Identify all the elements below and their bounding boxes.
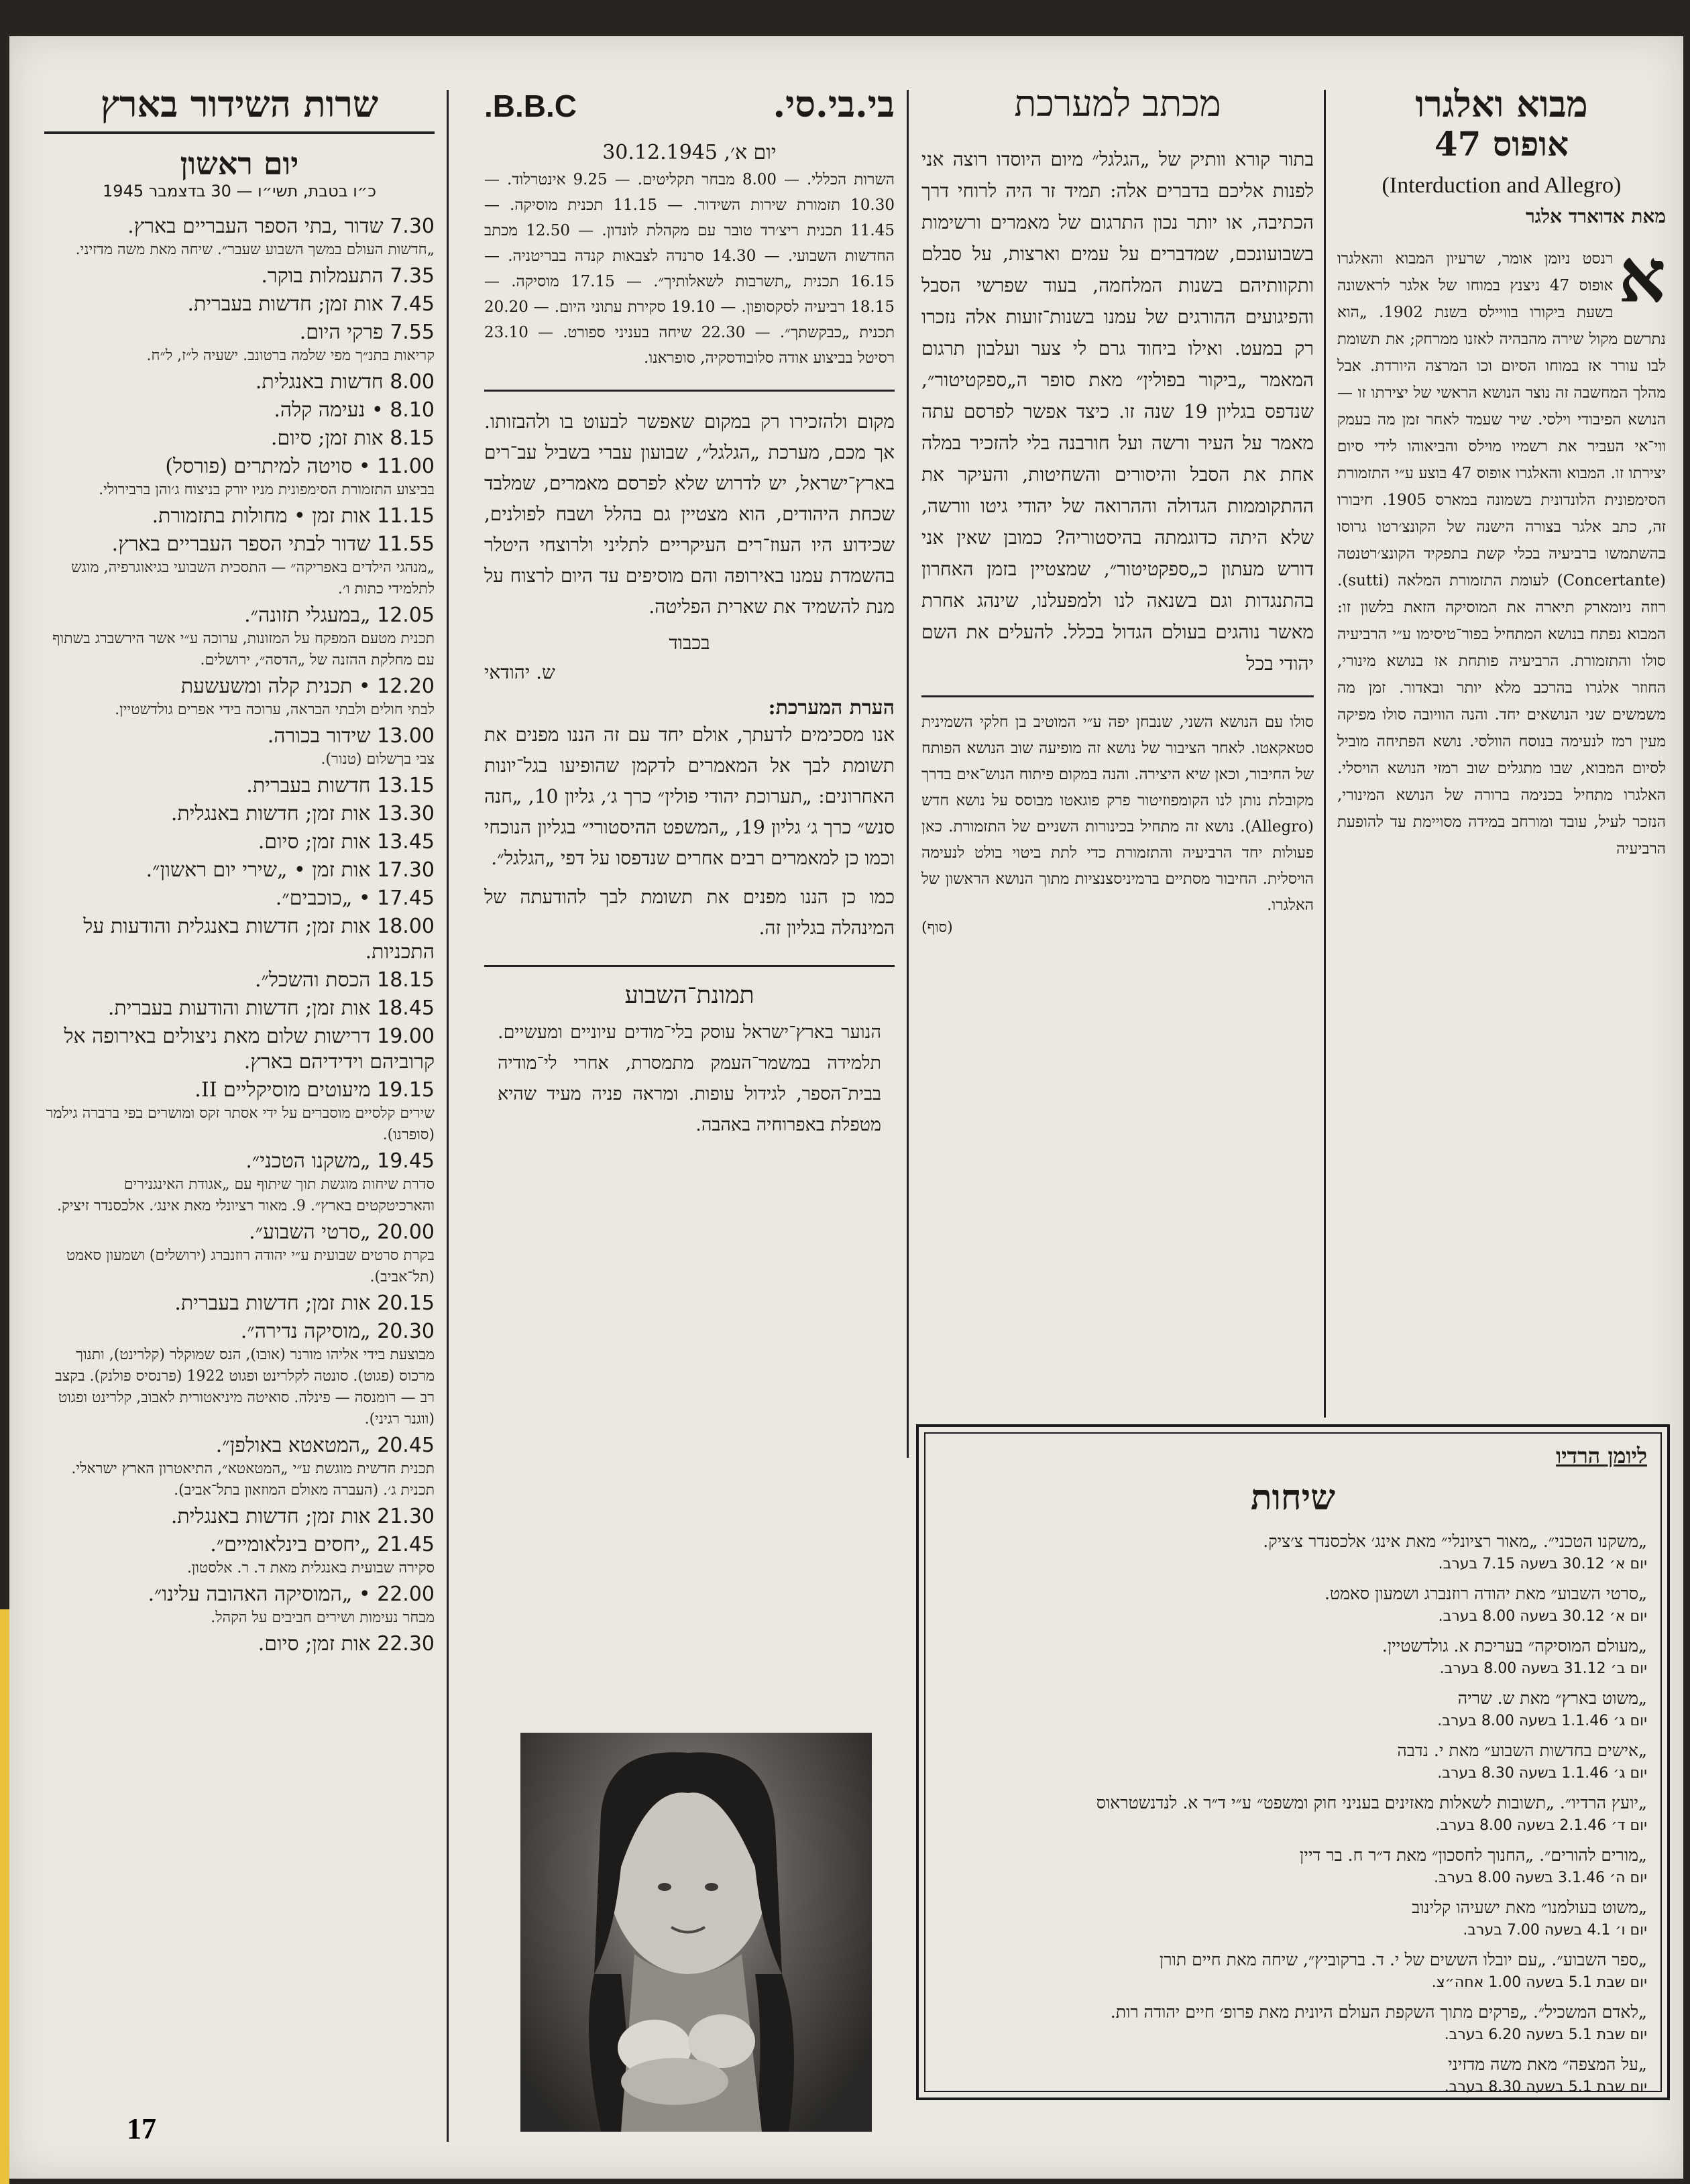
talk-time: יום א׳ 30.12 בשעה 8.00 בערב. — [1438, 1607, 1647, 1625]
photo-rule — [484, 965, 895, 967]
schedule-item — [44, 968, 435, 993]
schedule-title: „משקנו הטכני״. — [245, 1149, 371, 1173]
schedule-time: 20.15 — [377, 1291, 435, 1315]
schedule-item — [44, 504, 435, 529]
schedule-title: אות זמן; סיום. — [258, 829, 371, 854]
schedule-time: 17.45 — [377, 886, 435, 910]
schedule-title: „סרטי השבוע״. — [249, 1220, 371, 1244]
schedule-time: 12.20 — [377, 674, 435, 698]
talk-item — [939, 1792, 1647, 1837]
schedule-item — [44, 532, 435, 600]
end-mark: (סוף) — [921, 919, 953, 937]
schedule-description: תכנית חדשית מוגשת ע״י „המטאטא״, התיאטרון הארץ ישראלי. תכנית ג׳. (העברה מאולם המוזאון בתל־אביב). — [71, 1460, 435, 1499]
schedule-time: 19.15 — [377, 1078, 435, 1102]
schedule-title: • „כוכבים״. — [275, 886, 371, 910]
photo-girl-with-chicks — [520, 1733, 872, 2132]
schedule-time: 7.30 — [390, 214, 435, 238]
schedule-time: 22.30 — [377, 1631, 435, 1656]
radio-diary-content — [939, 1443, 1647, 2106]
column-divider-3 — [1324, 90, 1326, 1418]
photo-of-week-title: תמונת־השבוע — [624, 982, 754, 1010]
talk-title: „לאדם המשכיל״. „פרקים מתוך השקפת העולם היונית מאת פרופ׳ חיים יהודה רות. — [1110, 2002, 1647, 2022]
schedule-item — [44, 214, 435, 261]
schedule-item — [44, 674, 435, 721]
schedule-time: 21.45 — [377, 1532, 435, 1556]
schedule-item — [44, 1631, 435, 1657]
schedule-time: 8.00 — [390, 369, 435, 394]
schedule-time: 17.30 — [377, 858, 435, 882]
schedule-time: 13.00 — [377, 724, 435, 748]
bbc-column — [484, 83, 895, 1141]
schedule-title: „יחסים בינלאומיים״. — [210, 1532, 371, 1556]
talks-list — [939, 1530, 1647, 2099]
magazine-page — [9, 36, 1683, 2179]
article-title-line2: אופוס 47 — [1434, 124, 1569, 164]
drop-cap: א — [1618, 232, 1666, 319]
schedule-time: 7.45 — [390, 292, 435, 316]
schedule-item — [44, 801, 435, 827]
page-number: 17 — [127, 2112, 156, 2145]
header-rule — [44, 131, 435, 134]
schedule-description: תכנית מטעם המפקח על המזונות, ערוכה ע״י אשר הירשברג בשתוף עם מחלקת ההזנה של „הדסה״, ירושלים. — [52, 630, 435, 669]
schedule-item — [44, 914, 435, 965]
day-title: יום ראשון — [180, 146, 299, 182]
schedule-description: מבוצעת בידי אליהו מורנר (אובו), הנס שמוקלר (קלרינט), ותנוך מרכוס (פגוט). סונטה לקלרינט ופגוט 1922 (פרנסיס פולנק). בקצב רב — רומנסה — פינלה. סואיטה מיניאטורית לאבוב, קלרינט ופגוט (ווגנר רגיני). — [55, 1346, 435, 1428]
schedule-item — [44, 1433, 435, 1501]
schedule-description: שירים קלסיים מוסברים על ידי אסתר זקס ומושרים בפי ברברה גילמר (סופרנו). — [46, 1104, 435, 1143]
schedule-title: אות זמן; סיום. — [270, 426, 384, 450]
schedule-title: פרקי היום. — [299, 320, 384, 344]
schedule-title: אות זמן; חדשות באנגלית. — [170, 1504, 371, 1528]
talk-time: יום שבת 5.1 בשעה 6.20 בערב. — [1444, 2026, 1647, 2043]
talk-item — [939, 1583, 1647, 1628]
talk-item — [939, 1530, 1647, 1576]
schedule-title: אות זמן; חדשות באנגלית. — [170, 801, 371, 825]
schedule-title: חדשות באנגלית. — [255, 369, 384, 394]
article-body — [1337, 232, 1667, 862]
schedule-description: קריאות בתנ״ך מפי שלמה ברטונב. ישעיה ל״ז, ל״ח. — [146, 347, 435, 364]
talk-item — [939, 1949, 1647, 1994]
schedule-time: 8.10 — [390, 398, 435, 422]
talk-time: יום ה׳ 3.1.46 בשעה 8.00 בערב. — [1433, 1869, 1647, 1886]
schedule-time: 18.45 — [377, 996, 435, 1020]
talk-title: „מעולם המוסיקה״ בעריכת א. גולדשטיין. — [1382, 1635, 1647, 1656]
schedule-title: • „המוסיקה האהובה עלינו״. — [148, 1582, 371, 1606]
radio-schedule-list — [44, 214, 435, 1657]
schedule-item — [44, 996, 435, 1021]
schedule-time: 22.00 — [377, 1582, 435, 1606]
schedule-description: צבי בךשלום (טנור). — [321, 750, 435, 768]
schedule-time: 7.55 — [390, 320, 435, 344]
schedule-time: 13.45 — [377, 829, 435, 854]
schedule-title: אות זמן • מחולות בתזמורת. — [152, 504, 371, 528]
schedule-item — [44, 1220, 435, 1288]
talk-title: „משוט בארץ״ מאת ש. שריה — [1457, 1688, 1647, 1708]
bbc-date: יום א׳, 30.12.1945 — [602, 141, 777, 165]
bbc-schedule-text: השרות הכללי. — 8.00 מבחר תקליטים. — 9.25 אינטרלוד. — 10.30 תזמורת שירות השידור. — 11.15 תכנית מוסיקה. — 11.45 תכנית ריצ׳רד טובר עם מקהלת לונדון. — 12.50 מכתב החדשות השבועי. — 14.30 סרנדה לצבאות קנדה בבריטניה. — 16.15 תכנית „תשרבות לשאלותיך״. — 17.15 מוסיקה. — 18.15 רביעיה לסקסופון. — 19.10 סקירת עתוני היום. — 20.20 תכנית „כבקשתך״. — 22.30 שיחה בעניני ספורט. — 23.10 רסיטל בביצוע אודה סלובודסקיה, סופראנו. — [484, 171, 895, 367]
talk-time: יום א׳ 30.12 בשעה 7.15 בערב. — [1438, 1555, 1647, 1572]
letter-rule — [921, 695, 1314, 697]
schedule-time: 8.15 — [390, 426, 435, 450]
schedule-time: 11.00 — [377, 454, 435, 478]
schedule-item — [44, 829, 435, 855]
music-article-column — [1337, 83, 1666, 862]
talk-title: „אישים בחדשות השבוע״ מאת י. נדבה — [1397, 1740, 1647, 1760]
letter-column — [921, 83, 1314, 936]
letter-header: מכתב למערכת — [1014, 82, 1221, 125]
schedule-item — [44, 1291, 435, 1316]
schedule-time: 12.05 — [377, 603, 435, 627]
letter-sign-off: בכבוד — [669, 632, 710, 654]
talk-time: יום שבת 5.1 בשעה 1.00 אחה״צ. — [1431, 1973, 1647, 1991]
schedule-item — [44, 292, 435, 317]
editor-note-text: אנו מסכימים לדעתך, אולם יחד עם זה הננו מפנים את תשומת לבך אל המאמרים לדקמן שהופיעו בגל־יונות האחרונים: „תערוכת יהודי פולין״ כרך ג׳, גליון 10, „חנה סנש״ כרך ג׳ גליון 19, „המשפט ההיסטורי״ בגליון הנוכחי וכמו כן למאמרים רבים אחרים שנדפסו על דפי „הגלגל״. — [484, 724, 895, 870]
schedule-item — [44, 886, 435, 911]
photo-illustration — [520, 1733, 872, 2132]
talk-item — [939, 1739, 1647, 1785]
talk-time: יום ד׳ 2.1.46 בשעה 8.00 בערב. — [1435, 1817, 1647, 1834]
article-byline: מאת אדוארד אלגר — [1525, 205, 1666, 227]
schedule-title: שידור בכורה. — [267, 724, 371, 748]
schedule-title: אות זמן; חדשות בעברית. — [187, 292, 384, 316]
schedule-item — [44, 454, 435, 501]
talk-time: יום ב׳ 31.12 בשעה 8.00 בערב. — [1439, 1660, 1647, 1677]
schedule-description: בקרת סרטים שבועית ע״י יהודה רוזנברג (ירושלים) ושמעון סאמט (תל־אביב). — [66, 1247, 435, 1285]
schedule-item — [44, 1532, 435, 1579]
schedule-item — [44, 603, 435, 671]
schedule-item — [44, 426, 435, 451]
binding-edge-strip — [0, 1609, 9, 2184]
music-continued-text: סולו עם הנושא השני, שנבחן יפה ע״י המוטיב בן חלקי השמינית סטאקאטו. לאחר הציבור של נושא זה מופיעה שוב הנושא הפותח של החיבור, וכאן שיא היצירה. והנה במקום פיתוח הנוש־אים בדרך מקובלת נותן לנו הקומפוזיטור פרק פוגאטו מבוסס על נושא חדש (Allegro). נושא זה מתחיל בכינורות השניים של התזמורת. כאן פעולות יחד הרביעיה והתזמורת כדי לתת ביטוי בולט לנעימה הויסלית. החיבור מסתיים ברמיניסצנציות מתוך הנושא הראשון של האלגרו. — [921, 713, 1314, 915]
schedule-title: „מוסיקה נדירה״. — [240, 1319, 371, 1343]
letter-body: בתור קורא וותיק של „הגלגל״ מיום היוסדו רוצה אני לפנות אליכם בדברים אלה: תמיד זר היה לרוחי דרך הכתיבה, או יותר נכון התרגום של מאמרים ורשימות בשבועונכם, שמדברים על עמים וארצות, על סבלם ותקוותיהם בשנות המלחמה, בעוד שפרשי הסבל והפיגועים ההורגים של עמנו בשנות־זועות אלה נזכרו רק במעט. ואילו ביחוד גרם לי צער ועלבון תרגום המאמר „ביקור בפולין״ מאת סופר ה„ספקטיטור״, שנדפס בגליון 19 שנה זו. כיצד אפשר לפרסם עתה מאמר על העיר ורשה ועל חורבנה בלי להזכיר במלה אחת את הסבל והיסורים והשחיטות, והעיקר את ההתקוממות הגדולה וההרואה של יהודי גיטו וורשה, שלא היתה כדוגמתה בהיסטוריה? כמובן שאין אני דורש מעתון כ„ספקטיטור״, שמצטיין בזמן האחרון בהתנגדות וגם בשנאה לנו ולמפעלנו, שינהג אחרת מאשר נוהגים בעולם הגדול בכלל. להעלים את השם יהודי בכל — [921, 148, 1314, 675]
schedule-item — [44, 773, 435, 799]
talk-time: יום ג׳ 1.1.46 בשעה 8.30 בערב. — [1437, 1764, 1647, 1782]
schedule-description: סדרת שיחות מוגשת תוך שיתוף עם „אגודת האינגנירים והארכיטקטים בארץ״. 9. מאור רציונלי מאת אינג׳. אלכסנדר זיציק. — [56, 1175, 435, 1214]
schedule-title: חדשות בעברית. — [246, 773, 371, 797]
talk-title: „יועץ הרדיו״. „תשובות לשאלות מאזינים בעניני חוק ומשפט״ ע״י ד״ר א. לנדנשטראוס — [1096, 1792, 1647, 1813]
talk-title: „ספר השבוע״. „עם יובלו הששים של י. ד. ברקוביץ״, שיחה מאת חיים תורן — [1159, 1949, 1647, 1969]
date-line: כ״ו בטבת, תשי״ו — 30 בדצמבר 1945 — [103, 181, 376, 200]
schedule-title: אות זמן • „שירי יום ראשון״. — [146, 858, 371, 882]
schedule-item — [44, 1149, 435, 1217]
diary-title: שיחות — [1250, 1477, 1336, 1518]
schedule-title: • נעימה קלה. — [274, 398, 384, 422]
schedule-time: 11.15 — [377, 504, 435, 528]
schedule-title: • סויטה למיתרים (פורסל) — [165, 454, 371, 478]
schedule-item — [44, 1582, 435, 1629]
schedule-title: שדור ,בתי הספר העבריים בארץ. — [127, 214, 384, 238]
schedule-title: אות זמן; סיום. — [258, 1631, 371, 1656]
talk-title: „משקנו הטכני״. „מאור רציונלי״ מאת אינג׳ אלכסנדר צ׳ציק. — [1263, 1531, 1647, 1551]
talk-item — [939, 1635, 1647, 1680]
talk-title: „מורים להורים״. „החנוך לחסכון״ מאת ד״ר ח. בר דיין — [1299, 1845, 1647, 1865]
photo-caption: הנוער בארץ־ישראל עוסק בלי־מודים עיוניים ומעשיים. תלמידה במשמר־העמק מתמסרת, אחרי לי־מודיה בבית־הספר, לגידול עופות. ומראה פניה מעיד שהיא מטפלת באפרוחיה באהבה. — [498, 1022, 881, 1136]
schedule-time: 19.00 — [377, 1024, 435, 1048]
radio-schedule-column — [44, 83, 435, 1660]
schedule-time: 7.35 — [390, 264, 435, 288]
schedule-time: 11.55 — [377, 532, 435, 556]
schedule-item — [44, 1078, 435, 1146]
schedule-time: 13.30 — [377, 801, 435, 825]
schedule-description: „מנהגי הילדים באפריקה״ — התסכית השבועי בגיאוגרפיה, מוגש לתלמידי כתות ו׳. — [71, 559, 435, 597]
talk-title: „סרטי השבוע״ מאת יהודה רוזנברג ושמעון סאמט. — [1324, 1583, 1647, 1603]
column-divider-2 — [907, 90, 909, 1458]
schedule-item — [44, 320, 435, 367]
schedule-time: 18.15 — [377, 968, 435, 992]
schedule-title: הכסת והשכל״. — [254, 968, 371, 992]
schedule-time: 20.30 — [377, 1319, 435, 1343]
schedule-time: 19.45 — [377, 1149, 435, 1173]
bbc-header-hebrew: בי.בי.סי. — [773, 82, 895, 125]
schedule-title: שדור לבתי הספר העבריים בארץ. — [111, 532, 371, 556]
talk-item — [939, 2001, 1647, 2047]
schedule-title: התעמלות בוקר. — [261, 264, 384, 288]
schedule-title: אות זמן; חדשות בעברית. — [174, 1291, 371, 1315]
talk-item — [939, 1896, 1647, 1942]
talk-title: „על המצפה״ מאת משה מדזיני — [1448, 2054, 1647, 2074]
talk-item — [939, 1844, 1647, 1890]
schedule-title: מיעוטים מוסיקליים II. — [194, 1078, 371, 1102]
talk-time: יום שבת 5.1 בשעה 8.30 בערב. — [1444, 2078, 1647, 2095]
bbc-rule — [484, 390, 895, 392]
column-divider-1 — [447, 90, 449, 2142]
schedule-title: אות זמן; חדשות והודעות בעברית. — [107, 996, 371, 1020]
article-title-line1: מבוא ואלגרו — [1415, 82, 1588, 125]
schedule-time: 20.45 — [377, 1433, 435, 1457]
schedule-time: 20.00 — [377, 1220, 435, 1244]
schedule-item — [44, 858, 435, 883]
schedule-title: דרישות שלום מאת ניצולים באירופה אל קרוביהם וידידיהם בארץ. — [64, 1024, 435, 1074]
schedule-description: „חדשות העולם במשך השבוע שעבר״. שיחה מאת משה מדזיני. — [75, 241, 435, 258]
article-body-text: רנסט ניומן אומר, שרעיון המבוא והאלגרו אופוס 47 ניצנץ במוחו של אלגר לראשונה בשעת ביקורו בוויילס בשנת 1902. „הוא נתרשם מקול שירה מהבהיה לאזנו ממרחק; את תשומת לבו עורר אז במוחו הסיום וכו המרצה היורדת. אבל מהלך המחשבה זה נוצר הנושא הראשי של יצירתו זו — הנושא הפיבודי וילסי. שיר שעמד לאחר זמן מה בעמק ווי־אי העביר את רשמיו מוילס והביאוהו לידי סיום יצירתו זו. המבוא והאלגרו אופוס 47 בוצע ע״י התזמורת הסימפונית הלונדונית בשמונה במארס 1905. חיבורו זה, כתב אלגר בצורה הישנה של הקונצ׳רטו גרוסו בהשתמשו ברביעיה בכלי קשת בתפקיד הקונצ׳רטנטה (Concertante) לעומת התזמורת המלאה (sutti). רוזה ניומארק תיארה את המוסיקה הזאת בלשון זו: המבוא נפתח בנושא המתחיל בפור־טיסימו ע״י הרביעיה סולו והתזמורת. הרביעיה פותחת אז בנושא מינורי, החוזר אלגרו בהרכב מלא יותר ובאדור. זמן מה משמשים שני הנושאים יחד. והנה הוויובה סולו מפיקה מעין רמז לנעימה בנוסח הוולסי. נושא הפתיחה מוביל לסיום המבוא, שבו מתגלים שוב רמזי הנושא הויסלי. האלגרו מתחיל בכנימה ברורה של הנושא המינורי, הנזכר לעיל, עובד ומורחב במידה מסויימת עד להופעת הרביעיה — [1337, 249, 1667, 858]
article-subtitle-latin: (Interduction and Allegro) — [1382, 172, 1622, 198]
schedule-item — [44, 264, 435, 289]
schedule-title: „במעגלי תזונה״. — [244, 603, 371, 627]
schedule-title: אות זמן; חדשות באנגלית והודעות על התכניות. — [83, 914, 435, 964]
schedule-item — [44, 398, 435, 423]
letter-signature: ש. יהודאי — [484, 661, 555, 684]
talk-time: יום ג׳ 1.1.46 בשעה 8.00 בערב. — [1437, 1712, 1647, 1729]
editor-note-text-2: כמו כן הננו מפנים את תשומת לבך להודעתה של המינהלה בגליון זה. — [484, 886, 895, 939]
schedule-time: 21.30 — [377, 1504, 435, 1528]
schedule-item — [44, 1024, 435, 1075]
talk-title: „משוט בעולמנו״ מאת ישעיהו קלינוב — [1412, 1897, 1647, 1917]
schedule-time: 18.00 — [377, 914, 435, 938]
radio-column-header: שרות השידור בארץ — [100, 82, 379, 125]
schedule-description: סקירה שבועית באנגלית מאת ד. ר. אלסטון. — [186, 1559, 435, 1576]
letter-continued-text: מקום ולהזכירו רק במקום שאפשר לבעוט בו ולהבזותו. אך מכם, מערכת „הגלגל״, שבועון עברי בשביל עב־רים בארץ־ישראל, יש לדרוש שלא לפרסם מאמרים, שמלבד שכחת היהודים, הוא מצטיין גם בהלל ושבח לפולנים, שכידוע היו העוז־רים העיקריים לתליני ולרוצחי היטלר בהשמדת עמנו באירופה והם מוסיפים עד היום לרצוח על מנת להשמיד את שארית הפליטה. — [484, 410, 895, 618]
diary-label: ליומן הרדיו — [1556, 1443, 1647, 1469]
schedule-item — [44, 724, 435, 770]
schedule-title: „המטאטא באולפן״. — [215, 1433, 371, 1457]
schedule-item — [44, 1319, 435, 1430]
talk-item — [939, 2053, 1647, 2099]
schedule-title: • תכנית קלה ומשעשעת — [180, 674, 371, 698]
schedule-item — [44, 369, 435, 395]
talk-time: יום ו׳ 4.1 בשעה 7.00 בערב. — [1463, 1921, 1647, 1939]
schedule-time: 13.15 — [377, 773, 435, 797]
schedule-description: מבחר נעימות ושירים חביבים על הקהל. — [211, 1609, 435, 1626]
schedule-description: בביצוע התזמורת הסימפונית מניו יורק בניצוח ג׳והן ברבירולי. — [99, 481, 435, 498]
schedule-item — [44, 1504, 435, 1530]
radio-diary-box — [916, 1424, 1670, 2100]
schedule-description: לבתי חולים ולבתי הבראה, ערוכה בידי אפרים גולדשטיין. — [115, 701, 435, 718]
talk-item — [939, 1687, 1647, 1733]
editor-note-title: הערת המערכת: — [768, 696, 895, 720]
bbc-header-latin: B.B.C. — [484, 89, 577, 123]
